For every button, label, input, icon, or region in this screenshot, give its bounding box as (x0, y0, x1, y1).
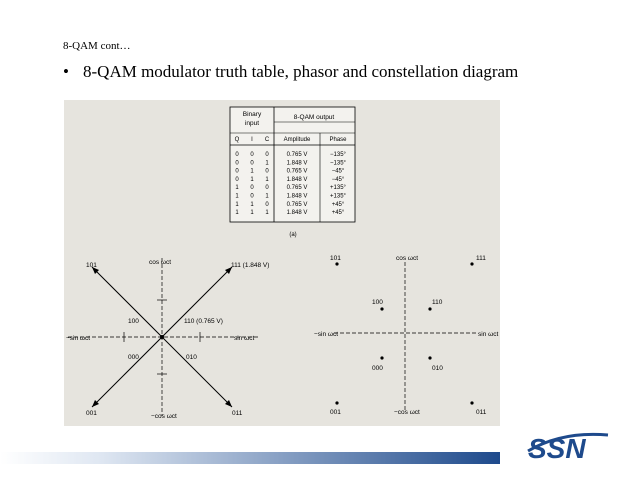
const-label-cos: cos ωct (396, 255, 419, 262)
table-cell: 0 (265, 185, 269, 192)
table-cell: +45° (331, 210, 345, 217)
table-cell: −45° (331, 176, 345, 183)
const-point-000 (380, 356, 383, 359)
slide-subtitle: 8-QAM cont… (63, 40, 131, 52)
table-cell: 1 (250, 176, 254, 183)
const-label-sin: sin ωct (478, 331, 499, 338)
table-cell: 0 (250, 152, 254, 158)
logo-text: SSN (528, 433, 586, 464)
const-label-000: 000 (372, 365, 383, 372)
table-col-header: I (251, 137, 253, 143)
table-cell: +45° (331, 201, 345, 208)
scanned-figure (64, 100, 500, 426)
table-cell: 0 (265, 201, 269, 208)
const-point-101 (335, 262, 338, 265)
phasor-label-110: 110 (0.765 V) (184, 318, 223, 325)
table-col-header: Q (234, 137, 240, 143)
const-label-neg-sin: −sin ωct (314, 331, 339, 338)
table-cell: 1 (250, 168, 254, 175)
table-cell: 1 (235, 185, 239, 192)
phasor-label-neg-sin: −sin ωct (66, 335, 91, 342)
table-cell: 0.765 V (286, 152, 308, 158)
table-cell: +135° (330, 193, 346, 200)
phasor-label-010: 010 (186, 354, 197, 361)
const-label-111: 111 (476, 255, 486, 262)
header-binary: Binary (242, 111, 262, 118)
phasor-diagram (66, 258, 269, 420)
bullet-text: 8-QAM modulator truth table, phasor and constellation diagram (83, 62, 519, 81)
const-label-100: 100 (372, 299, 383, 306)
const-point-011 (470, 401, 473, 404)
phasor-label-101: 101 (86, 262, 97, 269)
table-cell: 1 (265, 160, 269, 167)
bullet-heading (63, 62, 518, 82)
table-cell: 1 (265, 193, 269, 200)
table-cell: 0 (235, 160, 239, 167)
table-cell: 0 (250, 193, 254, 200)
table-cell: 0.765 V (286, 168, 308, 175)
table-cell: −45° (331, 168, 345, 175)
table-col-header: Amplitude (283, 137, 311, 143)
table-cell: 1 (265, 176, 269, 183)
figure-svg (64, 100, 500, 426)
const-point-111 (470, 262, 473, 265)
table-cell: 1 (250, 210, 254, 217)
table-caption: (a) (289, 232, 297, 238)
table-cell: 0 (265, 168, 269, 175)
phasor-label-111: 111 (1.848 V) (231, 262, 270, 269)
phasor-label-sin: sin ωct (234, 335, 255, 342)
phasor-label-000: 000 (128, 354, 139, 361)
header-output: 8-QAM output (293, 114, 335, 121)
table-cell: 0 (235, 176, 239, 183)
table-cell: 0 (265, 152, 269, 158)
const-label-011: 011 (476, 409, 487, 416)
table-cell: 1.848 V (286, 176, 308, 183)
const-point-100 (380, 307, 383, 310)
table-cell: 0 (250, 160, 254, 167)
const-label-001: 001 (330, 409, 341, 416)
truth-table (230, 107, 355, 238)
const-label-110: 110 (432, 299, 443, 306)
phasor-label-011: 011 (232, 410, 243, 417)
table-cell: 1.848 V (286, 210, 308, 217)
table-cell: 1 (250, 201, 254, 208)
const-label-010: 010 (432, 365, 443, 372)
footer-band (0, 452, 500, 464)
table-cell: 1.848 V (286, 160, 308, 167)
bullet-symbol: • (63, 62, 69, 81)
table-cell: +135° (330, 185, 346, 192)
header-input: input (244, 120, 260, 127)
table-cell: 0 (250, 185, 254, 192)
table-cell: 1.848 V (286, 193, 308, 200)
table-col-header: C (264, 137, 270, 143)
table-cell: 0.765 V (286, 201, 308, 208)
phasor-label-001: 001 (86, 410, 97, 417)
phasor-label-neg-cos: −cos ωct (151, 413, 177, 420)
table-cell: 0.765 V (286, 185, 308, 192)
phasor-label-cos: cos ωct (149, 259, 172, 266)
table-cell: 0 (235, 168, 239, 175)
table-cell: 0 (235, 152, 239, 158)
const-point-010 (428, 356, 431, 359)
constellation-diagram (314, 255, 498, 416)
table-cell: −135° (330, 152, 346, 158)
table-cell: 1 (235, 201, 239, 208)
const-label-neg-cos: −cos ωct (394, 409, 420, 416)
ssn-logo (522, 425, 612, 470)
table-cell: 1 (265, 210, 269, 217)
const-point-110 (428, 307, 431, 310)
const-label-101: 101 (330, 255, 341, 262)
phasor-label-100: 100 (128, 318, 139, 325)
table-cell: 1 (235, 193, 239, 200)
table-cell: 1 (235, 210, 239, 217)
table-cell: −135° (330, 160, 346, 167)
const-point-001 (335, 401, 338, 404)
table-col-header: Phase (329, 137, 347, 143)
